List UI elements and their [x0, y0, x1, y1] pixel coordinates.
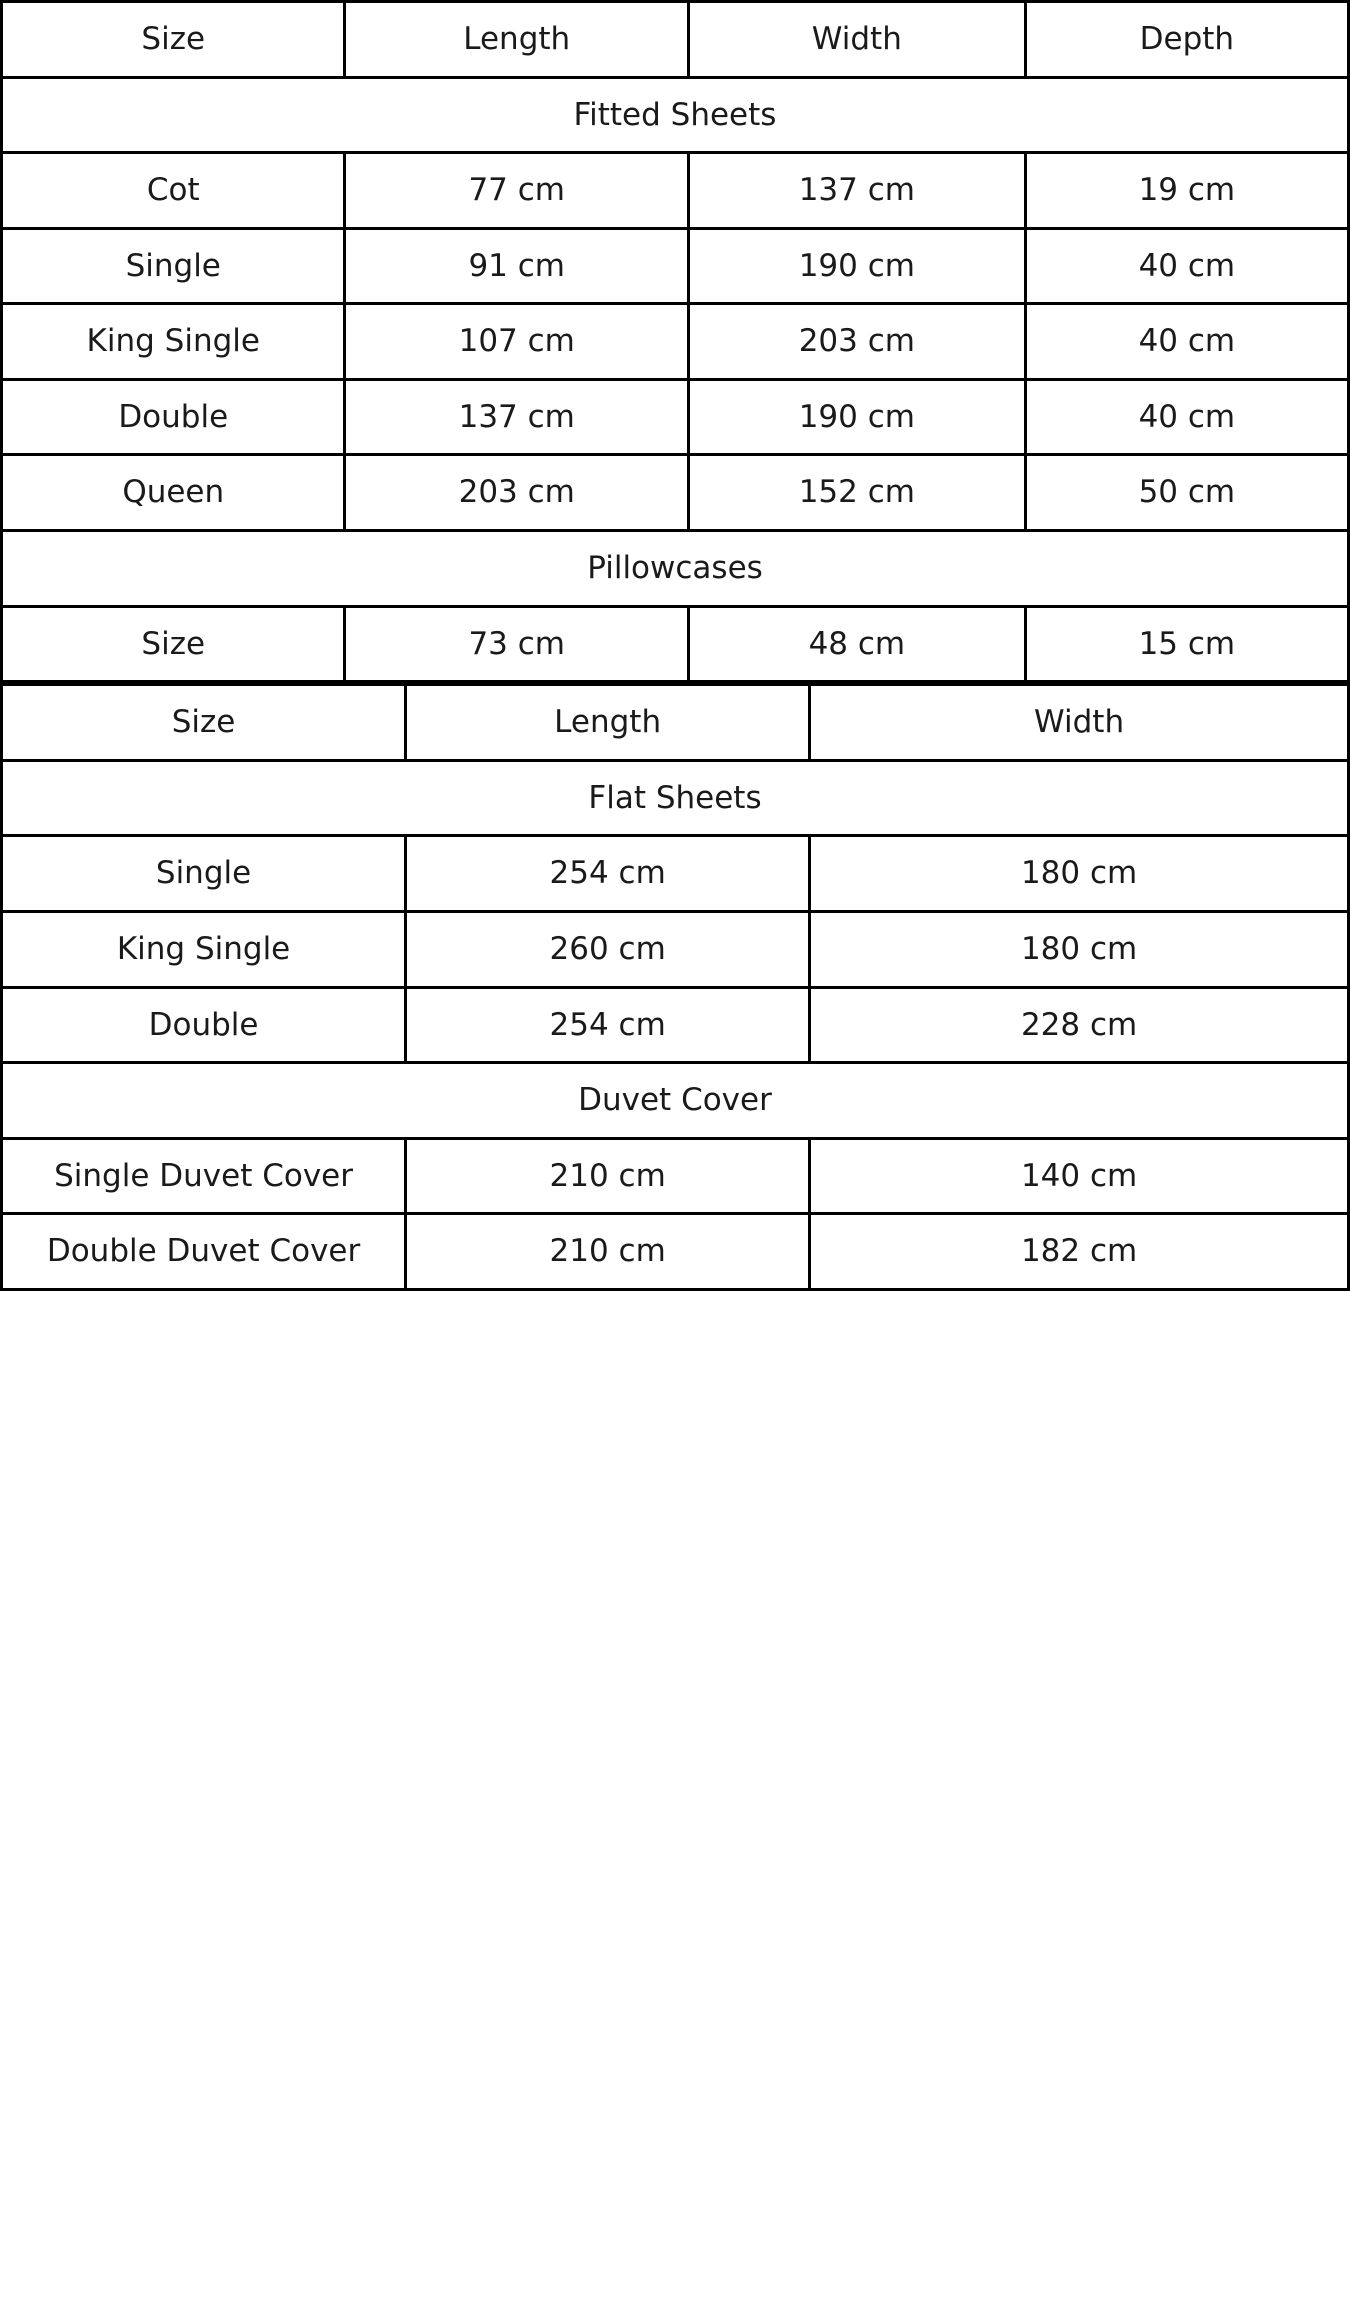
table-row — [2, 304, 1349, 380]
table-row — [2, 911, 1349, 987]
table-row — [2, 606, 1349, 682]
row-label: King Single — [2, 304, 345, 380]
cell-depth: 40 cm — [1025, 379, 1348, 455]
fitted-sheets-table — [0, 0, 1350, 683]
row-label: Cot — [2, 153, 345, 229]
cell-length: 91 cm — [345, 228, 688, 304]
cell-length: 203 cm — [345, 455, 688, 531]
row-label: Single — [2, 836, 406, 912]
column-header-depth: Depth — [1025, 2, 1348, 78]
cell-width: 190 cm — [688, 379, 1025, 455]
table-header-row — [2, 685, 1349, 761]
cell-length: 254 cm — [406, 987, 810, 1063]
cell-length: 77 cm — [345, 153, 688, 229]
row-label: Single Duvet Cover — [2, 1138, 406, 1214]
flat-sheets-duvet-table — [0, 683, 1350, 1291]
cell-length: 107 cm — [345, 304, 688, 380]
cell-width: 182 cm — [810, 1214, 1349, 1290]
cell-depth: 40 cm — [1025, 304, 1348, 380]
cell-length: 210 cm — [406, 1138, 810, 1214]
row-label: Double — [2, 379, 345, 455]
cell-length: 254 cm — [406, 836, 810, 912]
section-title: Fitted Sheets — [2, 77, 1349, 153]
column-header-length: Length — [406, 685, 810, 761]
section-band-fitted-sheets — [2, 77, 1349, 153]
column-header-size: Size — [2, 685, 406, 761]
cell-length: 260 cm — [406, 911, 810, 987]
row-label: King Single — [2, 911, 406, 987]
section-band-pillowcases — [2, 531, 1349, 607]
column-header-length: Length — [345, 2, 688, 78]
table-row — [2, 1214, 1349, 1290]
cell-width: 203 cm — [688, 304, 1025, 380]
cell-width: 180 cm — [810, 911, 1349, 987]
column-header-size: Size — [2, 2, 345, 78]
cell-width: 228 cm — [810, 987, 1349, 1063]
table-row — [2, 987, 1349, 1063]
cell-depth: 15 cm — [1025, 606, 1348, 682]
cell-length: 73 cm — [345, 606, 688, 682]
cell-length: 137 cm — [345, 379, 688, 455]
cell-width: 140 cm — [810, 1138, 1349, 1214]
row-label: Double — [2, 987, 406, 1063]
table-row — [2, 379, 1349, 455]
table-header-row — [2, 2, 1349, 78]
cell-width: 190 cm — [688, 228, 1025, 304]
section-title: Duvet Cover — [2, 1063, 1349, 1139]
table-row — [2, 228, 1349, 304]
table-row — [2, 153, 1349, 229]
cell-width: 180 cm — [810, 836, 1349, 912]
column-header-width: Width — [810, 685, 1349, 761]
cell-width: 152 cm — [688, 455, 1025, 531]
cell-length: 210 cm — [406, 1214, 810, 1290]
section-title: Flat Sheets — [2, 760, 1349, 836]
table-row — [2, 455, 1349, 531]
cell-width: 137 cm — [688, 153, 1025, 229]
section-band-duvet-cover — [2, 1063, 1349, 1139]
column-header-width: Width — [688, 2, 1025, 78]
table-row — [2, 836, 1349, 912]
section-band-flat-sheets — [2, 760, 1349, 836]
cell-depth: 50 cm — [1025, 455, 1348, 531]
section-title: Pillowcases — [2, 531, 1349, 607]
row-label: Double Duvet Cover — [2, 1214, 406, 1290]
row-label: Queen — [2, 455, 345, 531]
row-label: Single — [2, 228, 345, 304]
cell-width: 48 cm — [688, 606, 1025, 682]
cell-depth: 40 cm — [1025, 228, 1348, 304]
row-label: Size — [2, 606, 345, 682]
cell-depth: 19 cm — [1025, 153, 1348, 229]
table-row — [2, 1138, 1349, 1214]
